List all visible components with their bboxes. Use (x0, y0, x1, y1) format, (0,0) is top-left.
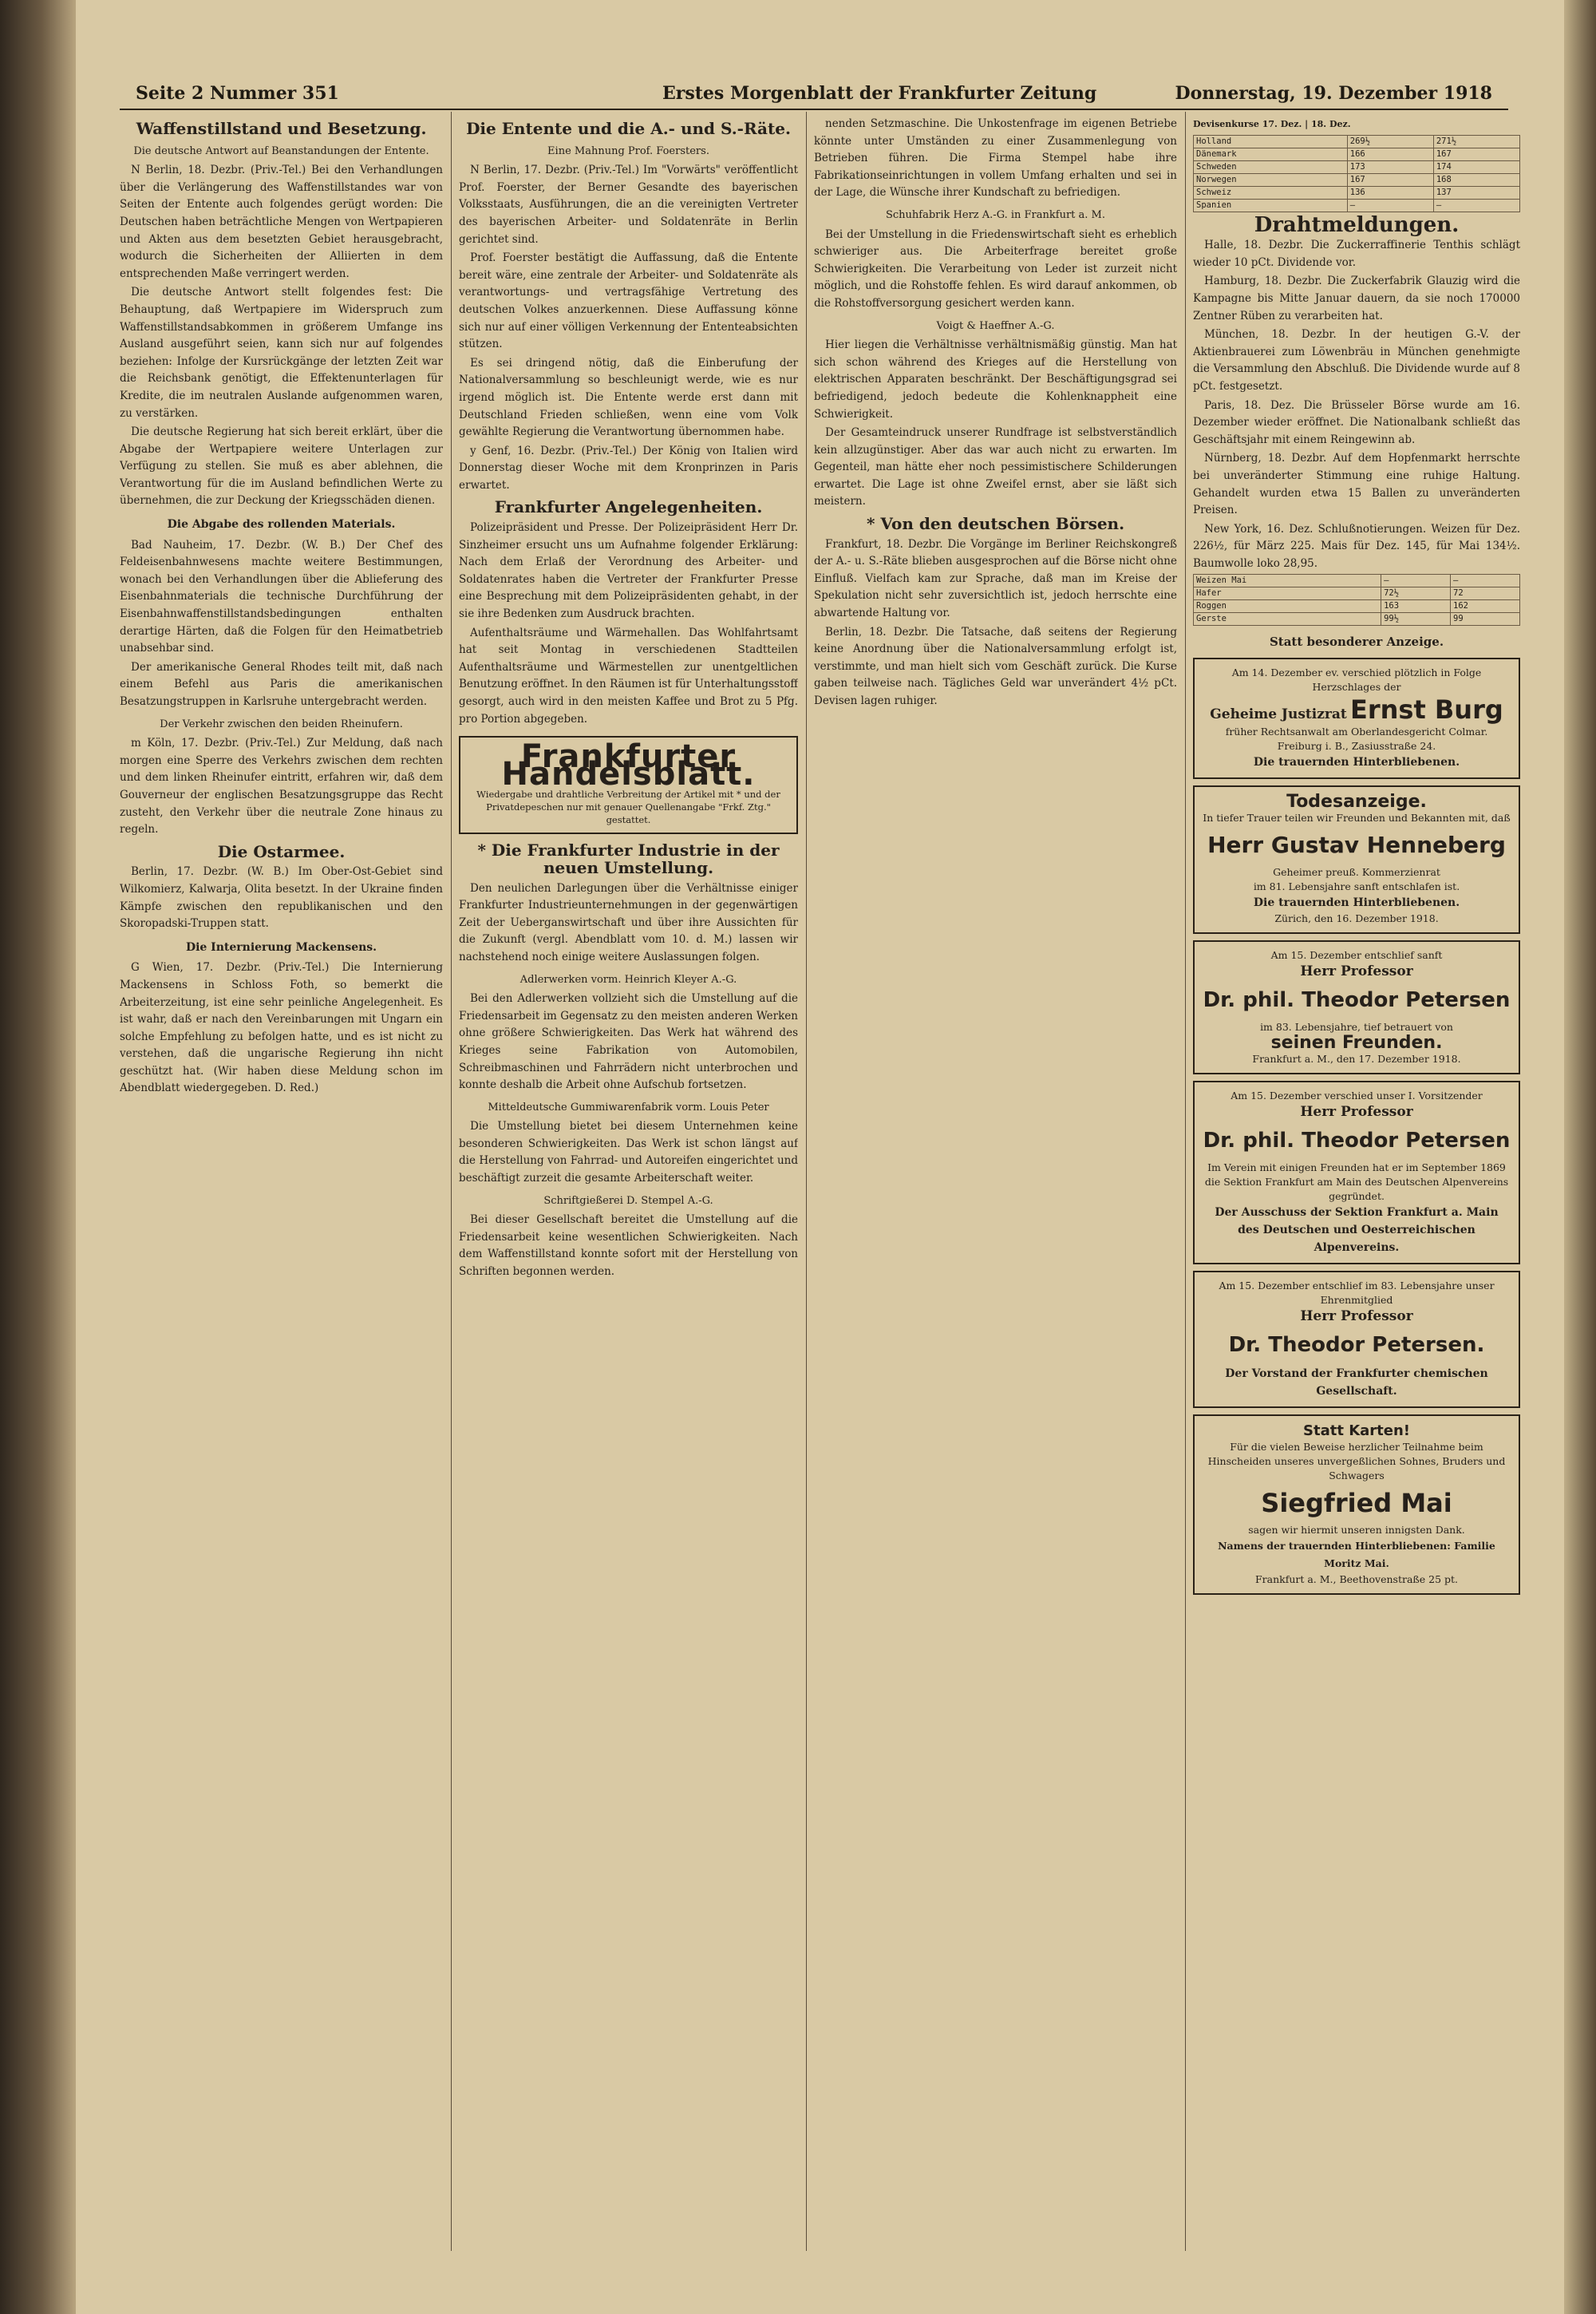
thank-you-notice-mai (1193, 1414, 1520, 1595)
notice-desc: im 83. Lebensjahre, tief betrauert von (1260, 1021, 1453, 1034)
news-item: Halle, 18. Dezbr. Die Zuckerraffinerie Tenthis schlägt wieder 10 pCt. Dividende vor. (1193, 239, 1520, 269)
notice-signature: Der Ausschuss der Sektion Frankfurt a. Main des Deutschen und Oesterreichischen Alpenvereins. (1215, 1206, 1499, 1255)
table-cell: 174 (1433, 160, 1519, 173)
notice-rank: Herr Professor (1300, 1308, 1413, 1325)
notice-title: Statt Karten! (1303, 1422, 1410, 1440)
grain-row (1194, 587, 1520, 600)
article-paragraph: Hier liegen die Verhältnisse verhältnismäßig günstig. Man hat sich schon während des Krieges auf die Herstellung von elektrischen Apparaten beschränkt. Der Beschäftigungsgrad sei befriedigend, jedoch bedeute die Kohlenknappheit eine Schwierigkeit. (814, 338, 1177, 421)
article-paragraph: Berlin, 18. Dezbr. Die Tatsache, daß seitens der Regierung keine Anordnung über die Nationalversammlung erfolgt ist, verstimmte, und man hielt sich vom Geschäft zurück. Die Kurse gaben teilweise nach. Tägliches Geld war unverändert 4½ pCt. Devisen lagen ruhiger. (814, 625, 1177, 707)
article-paragraph: Bei den Adlerwerken vollzieht sich die Umstellung auf die Friedensarbeit im Gegensatz zu den meisten anderen Werken ohne größere Schwierigkeiten. Das Werk hat während des Krieges seine Fabrikation von Automobilen, Schreibmaschinen und Fahrrädern nicht unterbrochen und konnte deshalb die Arbeit ohne Aufschub fortsetzen. (459, 992, 798, 1092)
table-cell: Schweiz (1194, 186, 1348, 199)
article-paragraph: Bei der Umstellung in die Friedenswirtschaft sieht es erheblich schwieriger aus. Die Arbeiterfrage bereitet große Schwierigkeiten. Die Verarbeitung von Leder ist zurzeit nicht möglich, und die Rohstoffe fehlen. Es wird darauf ankommen, ob die Rohstoffversorgung gesichert werden kann. (814, 227, 1177, 310)
article-paragraph: Polizeipräsident und Presse. Der Polizeipräsident Herr Dr. Sinzheimer ersucht uns um Aufnahme folgender Erklärung: Nach dem Erlaß der Verordnung des Arbeiter- und Soldatenrates haben die Vertreter der Frankfurter Presse eine Besprechung mit dem Polizeipräsidenten gehabt, in der sie ihre Bedenken zum Ausdruck brachten. (459, 521, 798, 621)
notice-signature: Die trauernden Hinterbliebenen. (1253, 896, 1460, 910)
notice-place: Frankfurt a. M., Beethovenstraße 25 pt. (1254, 1573, 1459, 1586)
table-cell: Roggen (1194, 600, 1381, 613)
article-headline: Die Entente und die A.- und S.-Räte. (466, 119, 791, 138)
fx-table-title: Devisenkurse 17. Dez. | 18. Dez. (1193, 119, 1351, 129)
article-subheadline: Eine Mahnung Prof. Foersters. (547, 144, 709, 157)
column-rule (806, 112, 807, 2251)
article-paragraph: N Berlin, 18. Dezbr. (Priv.-Tel.) Bei den Verhandlungen über die Verlängerung des Waffenstillstandes war von Seiten der Entente auch folgendes gerügt worden: Die Deutschen haben beträchtliche Mengen von Wertpapieren und Akten aus dem besetzten Gebiet herausgebracht, wodurch die Sicherheiten der Alliierten in dem entsprechenden Maße verringert werden. (120, 164, 443, 280)
ads-heading: Statt besonderer Anzeige. (1269, 635, 1444, 650)
article-headline: Der Verkehr zwischen den beiden Rheinufern. (160, 718, 403, 730)
article-headline: Die Ostarmee. (217, 841, 346, 861)
news-item: Nürnberg, 18. Dezbr. Auf dem Hopfenmarkt herrschte bei unveränderter Stimmung eine ruhige Haltung. Gehandelt wurden etwa 15 Ballen zu unveränderten Preisen. (1193, 452, 1520, 517)
article-paragraph: Der amerikanische General Rhodes teilt mit, daß nach einem Befehl aus Paris die amerikanischen Besatzungstruppen in Karlsruhe untergebracht werden. (120, 660, 443, 708)
notice-text: Am 14. Dezember ev. verschied plötzlich in Folge Herzschlages der (1231, 667, 1482, 694)
news-item: München, 18. Dezbr. In der heutigen G.-V. der Aktienbrauerei zum Löwenbräu in München genehmigte die Versammlung den Abschluß. Die Dividende wurde auf 8 pCt. festgesetzt. (1193, 328, 1520, 393)
page-header (120, 81, 1508, 110)
fx-row (1194, 199, 1520, 212)
table-cell: 167 (1433, 148, 1519, 160)
article-paragraph: Die Umstellung bietet bei diesem Unternehmen keine besonderen Schwierigkeiten. Das Werk ist schon längst auf die Herstellung von Fahrrad- und Autoreifen eingerichtet und beschäftigt zurzeit die gesamte Arbeiterschaft weiter. (459, 1120, 798, 1185)
fx-row (1194, 173, 1520, 186)
table-cell: Hafer (1194, 587, 1381, 600)
notice-signature: Die trauernden Hinterbliebenen. (1253, 756, 1460, 769)
notice-text: Am 15. Dezember entschlief sanft (1270, 949, 1443, 962)
notice-place: Zürich, den 16. Dezember 1918. (1274, 912, 1439, 925)
section-headline: Drahtmeldungen. (1254, 212, 1460, 237)
notice-place: Frankfurt a. M., den 17. Dezember 1918. (1252, 1053, 1461, 1066)
article-subheadline: Voigt & Haeffner A.-G. (936, 319, 1055, 332)
grain-row (1194, 613, 1520, 626)
header-date: Donnerstag, 19. Dezember 1918 (1175, 83, 1492, 104)
notice-name: Ernst Burg (1349, 694, 1503, 726)
fx-row (1194, 186, 1520, 199)
column-1 (120, 116, 443, 2239)
table-cell: 72 (1451, 587, 1520, 600)
notice-place: Freiburg i. B., Zasiusstraße 24. (1277, 740, 1436, 753)
notice-text: sagen wir hiermit unseren innigsten Dank. (1248, 1524, 1465, 1537)
section-banner (459, 736, 798, 834)
article-headline: * Von den deutschen Börsen. (866, 514, 1125, 534)
column-rule (1185, 112, 1186, 2251)
notice-signature: seinen Freunden. (1270, 1033, 1443, 1054)
table-cell: 269½ (1347, 135, 1433, 148)
section-title: Frankfurter Handelsblatt. (501, 738, 756, 793)
notice-desc: Geheimer preuß. Kommerzienrat (1273, 866, 1440, 879)
article-paragraph: nenden Setzmaschine. Die Unkostenfrage im eigenen Betriebe könnte unter Umständen zu einer Zusammenlegung von Betrieben führen. Die Firma Stempel habe ihre Fabrikationseinrichtungen in vollem Umfang erhalten und sei in der Lage, die Wünsche ihrer Kundschaft zu befriedigen. (814, 117, 1177, 200)
table-cell: 271½ (1433, 135, 1519, 148)
table-cell: — (1433, 199, 1519, 212)
notice-text: In tiefer Trauer teilen wir Freunden und Bekannten mit, daß (1203, 812, 1511, 825)
table-cell: Holland (1194, 135, 1348, 148)
table-cell: — (1347, 199, 1433, 212)
notice-name: Dr. phil. Theodor Petersen (1203, 988, 1511, 1013)
article-headline: * Die Frankfurter Industrie in der neuen Umstellung. (477, 841, 780, 877)
grain-price-table (1193, 574, 1520, 626)
article-paragraph: Den neulichen Darlegungen über die Verhältnisse einiger Frankfurter Industrieunternehmungen in der gegenwärtigen Zeit der Ueberganswirtschaft und über ihre Aussichten für die Zukunft (vergl. Abendblatt vom 10. d. M.) lassen wir nachstehend noch einige weitere Auslassungen folgen. (459, 881, 798, 963)
notice-title: Todesanzeige. (1286, 792, 1427, 813)
death-notice-henneberg (1193, 785, 1520, 934)
column-2 (459, 116, 798, 2239)
death-notice-petersen-3 (1193, 1271, 1520, 1408)
article-paragraph: m Köln, 17. Dezbr. (Priv.-Tel.) Zur Meldung, daß nach morgen eine Sperre des Verkehrs zwischen dem rechten und dem linken Rheinufer eintritt, erfahren wir, daß dem Gouverneur der englischen Besatzungsgruppe das Recht zusteht, den Verkehr über die neutrale Zone hinaus zu regeln. (120, 737, 443, 837)
article-subheadline: Mitteldeutsche Gummiwarenfabrik vorm. Louis Peter (488, 1101, 769, 1113)
article-headline: Die Internierung Mackensens. (185, 940, 377, 954)
article-paragraph: Berlin, 17. Dezbr. (W. B.) Im Ober-Ost-Gebiet sind Wilkomierz, Kalwarja, Olita besetzt. In der Ukraine finden Kämpfe zwischen den republikanischen und den Skoropadski-Truppen statt. (120, 865, 443, 931)
exchange-rate-table (1193, 135, 1520, 212)
article-paragraph: Aufenthaltsräume und Wärmehallen. Das Wohlfahrtsamt hat seit Montag in verschiedenen Stadtteilen Aufenthaltsräume und Wärmestellen zur unentgeltlichen Benutzung eröffnet. In den Räumen ist für Unterhaltungsstoff gesorgt, auch wird in den meisten Kaffee und Brot zu 5 Pfg. pro Portion abgegeben. (459, 626, 798, 726)
article-headline: Die Abgabe des rollenden Materials. (167, 518, 396, 532)
notice-name: Herr Gustav Henneberg (1207, 832, 1506, 859)
notice-text: Am 15. Dezember entschlief im 83. Lebensjahre unser Ehrenmitglied (1219, 1280, 1495, 1307)
table-cell: Norwegen (1194, 173, 1348, 186)
article-paragraph: G Wien, 17. Dezbr. (Priv.-Tel.) Die Internierung Mackensens in Schloss Foth, so bemerkt die Arbeiterzeitung, ist eine sehr peinliche Angelegenheit. Es ist wahr, daß er nach den Vereinbarungen mit Ungarn ein solche Empfehlung zu befolgen hatte, und es ist nicht zu verstehen, daß die ungarische Regierung ihn nicht geschützt hat. (Wir haben diese Meldung schon im Abendblatt wiedergegeben. D. Red.) (120, 961, 443, 1095)
notice-signature: Namens der trauernden Hinterbliebenen: Familie Moritz Mai. (1218, 1540, 1495, 1570)
table-cell: — (1381, 575, 1451, 587)
notice-rank: Geheime Justizrat (1210, 706, 1347, 723)
table-cell: 166 (1347, 148, 1433, 160)
notice-rank: Herr Professor (1300, 1104, 1413, 1121)
table-cell: 99½ (1381, 613, 1451, 626)
table-cell: — (1451, 575, 1520, 587)
page-edge (1564, 0, 1596, 2314)
table-cell: 72½ (1381, 587, 1451, 600)
table-cell: 167 (1347, 173, 1433, 186)
article-paragraph: y Genf, 16. Dezbr. (Priv.-Tel.) Der König von Italien wird Donnerstag dieser Woche mit dem Kronprinzen in Paris erwartet. (459, 444, 798, 492)
table-cell: Weizen Mai (1194, 575, 1381, 587)
section-note: Wiedergabe und drahtliche Verbreitung der Artikel mit * und der Privatdepeschen nur mit genauer Quellenangabe "Frkf. Ztg." gestattet. (476, 789, 780, 826)
table-cell: 99 (1451, 613, 1520, 626)
death-notice-burg (1193, 658, 1520, 779)
table-cell: Gerste (1194, 613, 1381, 626)
notice-rank: Herr Professor (1300, 963, 1413, 980)
notice-text: Am 15. Dezember verschied unser I. Vorsitzender (1231, 1090, 1483, 1102)
table-cell: 173 (1347, 160, 1433, 173)
column-rule (451, 112, 452, 2251)
table-cell: Dänemark (1194, 148, 1348, 160)
book-spine (0, 0, 76, 2314)
news-item: New York, 16. Dez. Schlußnotierungen. Weizen für Dez. 226½, für März 225. Mais für Dez. 145, für Mai 134½. Baumwolle loko 28,95. (1193, 522, 1520, 570)
table-cell: Spanien (1194, 199, 1348, 212)
article-paragraph: Die deutsche Antwort stellt folgendes fest: Die Behauptung, daß Wertpapiere im Widerspruch zum Waffenstillstandsabkommen in größerem Umfange ins Ausland ausgeführt seien, kann sich nur auf folgendes beziehen: Infolge der Kursrückgänge der letzten Zeit war die Reichsbank genötigt, die Effektenunterlagen für Kredite, die im neutralen Auslande aufgenommen waren, zu verstärken. (120, 286, 443, 420)
news-item: Paris, 18. Dez. Die Brüsseler Börse wurde am 16. Dezember wieder eröffnet. Die Nationalbank schließt das Geschäftsjahr mit einem Reingewinn ab. (1193, 398, 1520, 446)
article-paragraph: Bad Nauheim, 17. Dezbr. (W. B.) Der Chef des Feldeisenbahnwesens machte weitere Bestimmungen, wonach bei den Verhandlungen über die Ablieferung des Eisenbahnmaterials die technische Durchführung der Eisenbahnwaffenstillstandsbedingungen enthalten derartige Härten, daß die Folgen für den Heimatbetrieb unabsehbar sind. (120, 538, 443, 655)
article-paragraph: Es sei dringend nötig, daß die Einberufung der Nationalversammlung so beschleunigt werde, wie es nur irgend möglich ist. Die Entente werde erst dann mit Deutschland Frieden schließen, wenn eine vom Volk gewählte Regierung die Verantwortung übernommen habe. (459, 356, 798, 439)
fx-row (1194, 148, 1520, 160)
fx-row (1194, 160, 1520, 173)
grain-row (1194, 575, 1520, 587)
notice-desc: früher Rechtsanwalt am Oberlandesgericht Colmar. (1225, 726, 1488, 738)
grain-row (1194, 600, 1520, 613)
article-paragraph: Die deutsche Regierung hat sich bereit erklärt, über die Abgabe der Wertpapiere weitere Unterlagen zur Verfügung zu stellen. Sie muß es aber ablehnen, die Verantwortung für die im Ausland befindlichen Werte zu übernehmen, die zur Deckung der Kriegsschäden dienen. (120, 425, 443, 508)
article-headline: Frankfurter Angelegenheiten. (494, 497, 763, 517)
column-4 (1193, 116, 1520, 2239)
table-cell: Schweden (1194, 160, 1348, 173)
death-notice-petersen-2 (1193, 1081, 1520, 1264)
article-paragraph: Bei dieser Gesellschaft bereitet die Umstellung auf die Friedensarbeit keine wesentlichen Schwierigkeiten. Nach dem Waffenstillstand konnte sofort mit der Herstellung von Schriften begonnen werden. (459, 1213, 798, 1279)
notice-name: Dr. phil. Theodor Petersen (1203, 1129, 1511, 1153)
header-page-number: Seite 2 Nummer 351 (136, 83, 339, 104)
article-subheadline: Schuhfabrik Herz A.-G. in Frankfurt a. M. (885, 208, 1105, 221)
notice-desc: Im Verein mit einigen Freunden hat er im September 1869 die Sektion Frankfurt am Main des Deutschen Alpenvereins gegründet. (1204, 1161, 1509, 1203)
article-paragraph: Prof. Foerster bestätigt die Auffassung, daß die Entente bereit wäre, eine zentrale der Arbeiter- und Soldatenräte als verantwortungs- und vertragsfähige Vertretung des deutschen Volkes anzuerkennen. Diese Auffassung könne sich nur auf einer völligen Verkennung der Ententeabsichten stützen. (459, 251, 798, 351)
article-paragraph: Frankfurt, 18. Dezbr. Die Vorgänge im Berliner Reichskongreß der A.- u. S.-Räte blieben ausgesprochen auf die Börse nicht ohne Einfluß. Vielfach kam zur Sprache, daß man im Kreise der Spekulation nicht sehr zuversichtlich ist, jedoch herrschte eine abwartende Haltung vor. (814, 537, 1177, 620)
death-notice-petersen-1 (1193, 940, 1520, 1074)
table-cell: 162 (1451, 600, 1520, 613)
article-subheadline: Adlerwerken vorm. Heinrich Kleyer A.-G. (519, 973, 737, 986)
fx-row (1194, 135, 1520, 148)
table-cell: 136 (1347, 186, 1433, 199)
column-3 (814, 116, 1177, 2239)
article-headline: Waffenstillstand und Besetzung. (136, 119, 427, 138)
notice-name: Siegfried Mai (1261, 1488, 1452, 1519)
article-paragraph: Der Gesamteindruck unserer Rundfrage ist selbstverständlich kein allzugünstiger. Aber das war auch nicht zu erwarten. Im Gegenteil, man hätte eher noch pessimistischere Schilderungen erwartet. Die Lage ist ohne Zweifel ernst, aber sie läßt sich meistern. (814, 426, 1177, 508)
article-subheadline: Schriftgießerei D. Stempel A.-G. (543, 1194, 713, 1207)
notice-name: Dr. Theodor Petersen. (1228, 1333, 1485, 1358)
notice-text: Für die vielen Beweise herzlicher Teilnahme beim Hinscheiden unseres unvergeßlichen Sohnes, Bruders und Schwagers (1207, 1441, 1506, 1482)
notice-text: im 81. Lebensjahre sanft entschlafen ist. (1253, 880, 1460, 893)
table-cell: 163 (1381, 600, 1451, 613)
notice-signature: Der Vorstand der Frankfurter chemischen Gesellschaft. (1225, 1367, 1488, 1398)
table-cell: 168 (1433, 173, 1519, 186)
news-item: Hamburg, 18. Dezbr. Die Zuckerfabrik Glauzig wird die Kampagne bis Mitte Januar dauern, da sie noch 170000 Zentner Rüben zu verarbeiten hat. (1193, 275, 1520, 322)
article-subheadline: Die deutsche Antwort auf Beanstandungen der Entente. (133, 144, 429, 157)
article-paragraph: N Berlin, 17. Dezbr. (Priv.-Tel.) Im "Vorwärts" veröffentlicht Prof. Foerster, der Berner Gesandte des bayerischen Volksstaats, Ausführungen, die an die vereinigten Vertreter des bayerischen Arbeiter- und Soldatenräte in Berlin gerichtet sind. (459, 164, 798, 246)
header-masthead: Erstes Morgenblatt der Frankfurter Zeitung (662, 83, 1097, 104)
table-cell: 137 (1433, 186, 1519, 199)
